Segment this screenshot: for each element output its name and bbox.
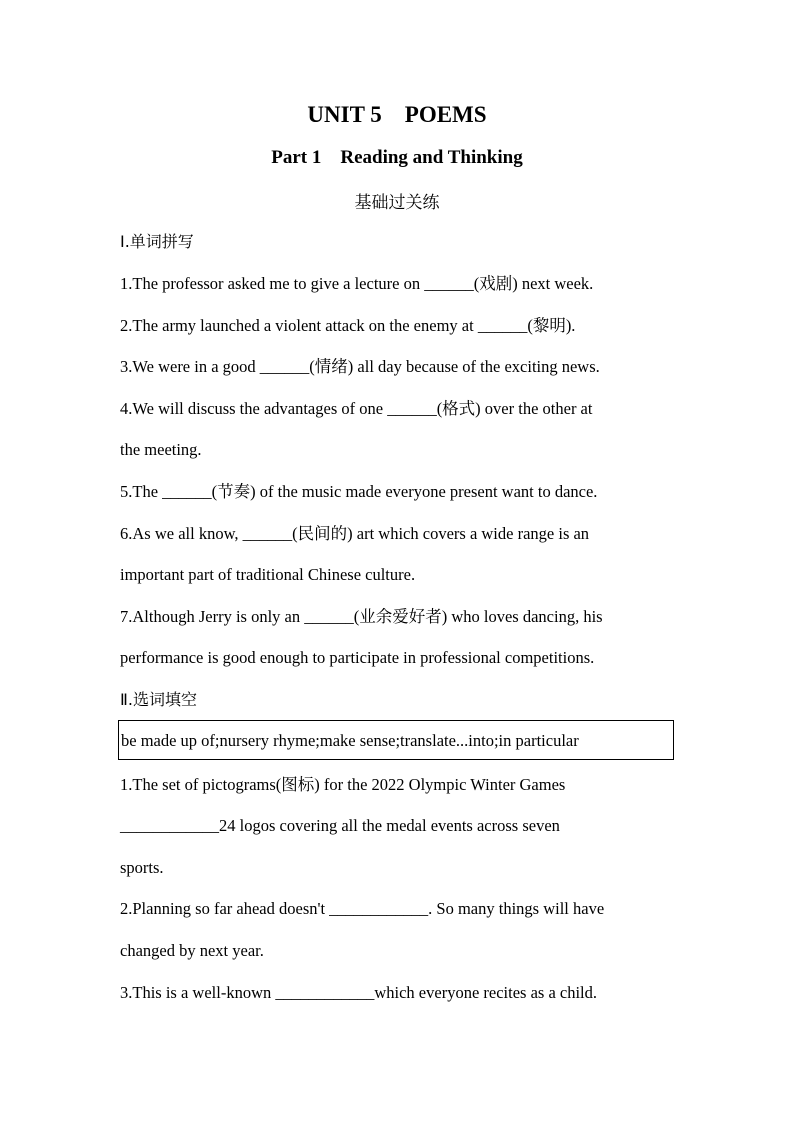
word-choice-line: 2.Planning so far ahead doesn't ____________. So many things will have: [120, 899, 605, 918]
spelling-line: 5.The ______(节奏) of the music made everyone present want to dance.: [120, 482, 598, 501]
word-bank-box: [118, 720, 674, 760]
part-title: Part 1 Reading and Thinking: [271, 147, 523, 168]
section-subtitle: 基础过关练: [354, 193, 440, 213]
spelling-line: the meeting.: [120, 440, 202, 459]
word-choice-line: 3.This is a well-known ____________which everyone recites as a child.: [120, 983, 598, 1002]
spelling-line: performance is good enough to participate in professional competitions.: [120, 648, 595, 667]
section-heading-spelling: Ⅰ.单词拼写: [120, 232, 194, 251]
word-choice-line: ____________24 logos covering all the medal events across seven: [120, 816, 560, 835]
word-bank-text: be made up of;nursery rhyme;make sense;translate...into;in particular: [121, 731, 579, 750]
spelling-line: 4.We will discuss the advantages of one ______(格式) over the other at: [120, 399, 593, 418]
section-heading-word-choice: Ⅱ.选词填空: [120, 690, 197, 709]
spelling-line: 2.The army launched a violent attack on the enemy at ______(黎明).: [120, 316, 576, 335]
word-choice-line: sports.: [120, 858, 164, 877]
spelling-line: 3.We were in a good ______(情绪) all day because of the exciting news.: [120, 357, 600, 376]
spelling-line: 1.The professor asked me to give a lecture on ______(戏剧) next week.: [120, 274, 594, 293]
word-choice-line: changed by next year.: [120, 941, 264, 960]
word-choice-line: 1.The set of pictograms(图标) for the 2022 Olympic Winter Games: [120, 775, 566, 794]
spelling-line: important part of traditional Chinese culture.: [120, 565, 416, 584]
spelling-line: 6.As we all know, ______(民间的) art which covers a wide range is an: [120, 524, 590, 543]
unit-title: UNIT 5 POEMS: [307, 102, 487, 127]
spelling-line: 7.Although Jerry is only an ______(业余爱好者) who loves dancing, his: [120, 607, 603, 626]
